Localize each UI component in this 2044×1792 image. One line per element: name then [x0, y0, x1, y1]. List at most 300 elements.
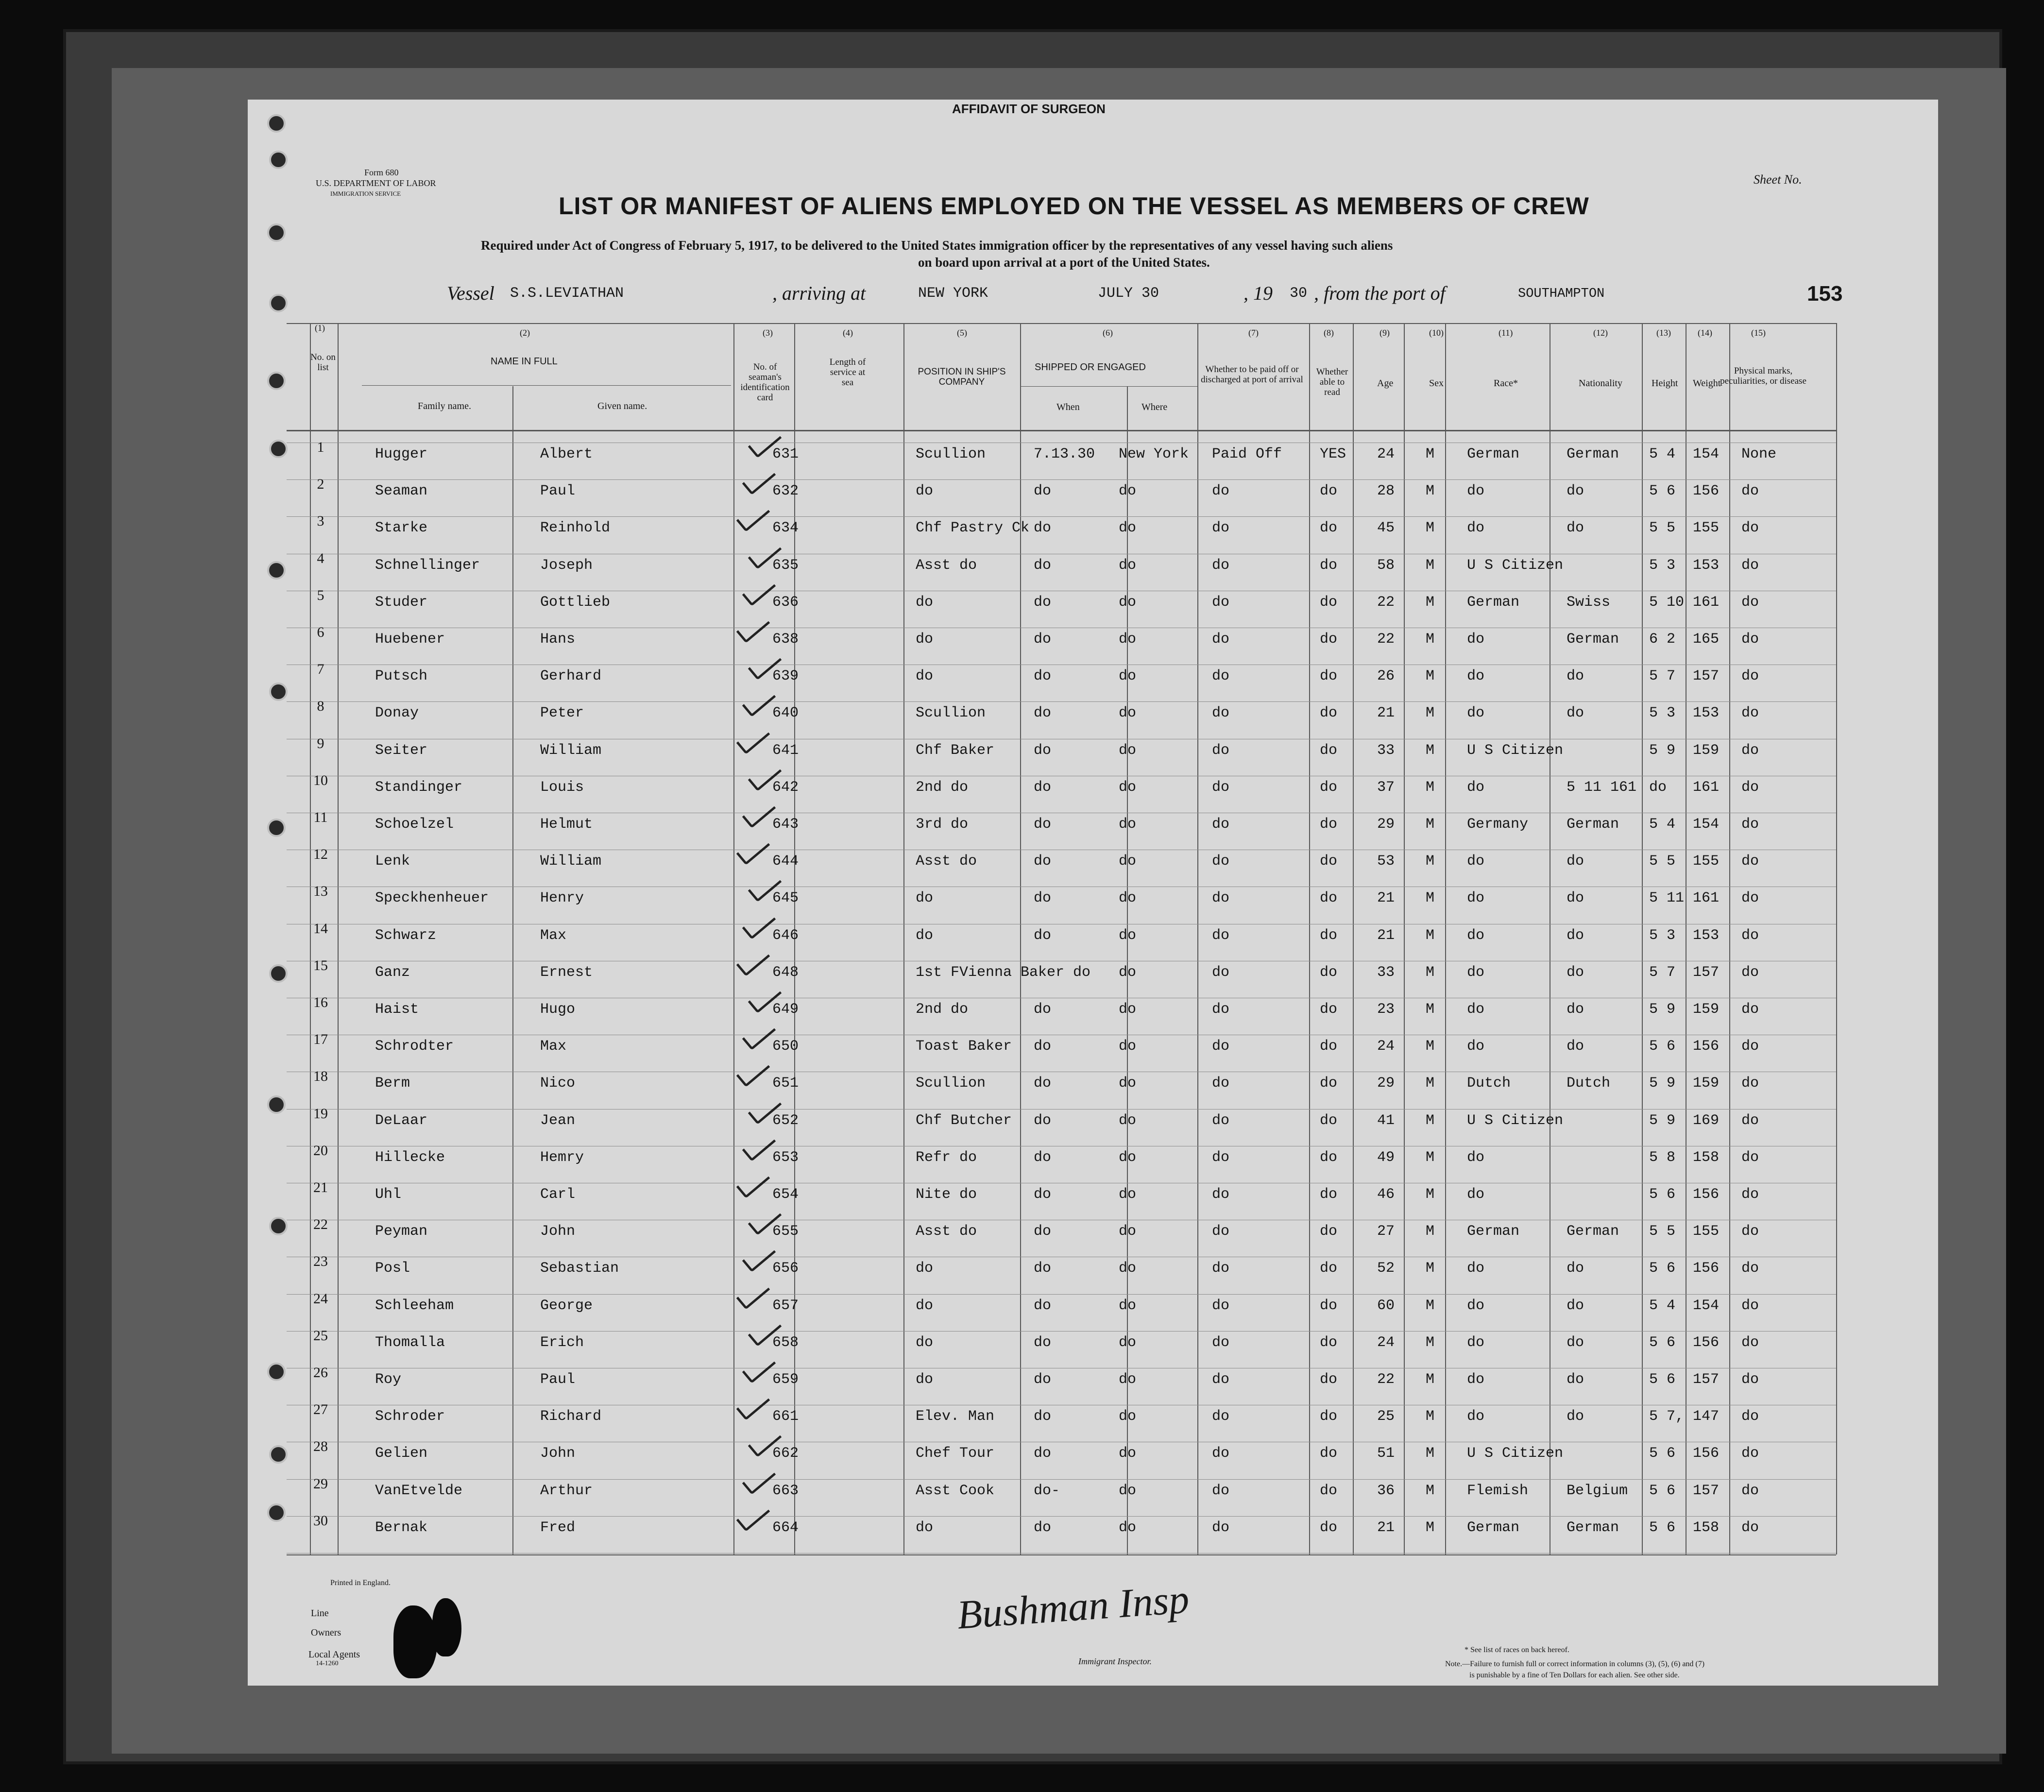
note-line-1: Note.—Failure to furnish full or correct information in columns (3), (5), (6) and (7) — [1445, 1660, 1705, 1668]
able-to-read: do — [1320, 594, 1338, 611]
shipped-where: do — [1119, 1371, 1137, 1388]
given-name: Louis — [540, 779, 584, 796]
col-weight-header: Weight — [1693, 378, 1721, 389]
col1-number: (1) — [315, 323, 325, 333]
col15-number: (15) — [1751, 328, 1766, 338]
race: U S Citizen — [1467, 1445, 1564, 1462]
card-number: 662 — [772, 1445, 799, 1462]
given-name: Paul — [540, 1371, 576, 1388]
position: Chef Tour — [916, 1445, 995, 1462]
age: 45 — [1377, 520, 1395, 536]
column-divider — [1197, 323, 1198, 1554]
departure-port: SOUTHAMPTON — [1518, 287, 1605, 301]
weight: 169 — [1693, 1112, 1720, 1129]
punch-hole-icon — [269, 294, 288, 312]
row-number: 13 — [313, 883, 328, 899]
paid-off: do — [1212, 1519, 1230, 1536]
row-number: 14 — [313, 921, 328, 937]
given-name: Nico — [540, 1075, 576, 1092]
nationality: do — [1567, 927, 1584, 944]
able-to-read: do — [1320, 779, 1338, 796]
row-number: 28 — [313, 1438, 328, 1454]
paid-off: do — [1212, 1038, 1230, 1055]
race: U S Citizen — [1467, 742, 1564, 759]
row-number: 2 — [317, 476, 324, 492]
able-to-read: do — [1320, 520, 1338, 536]
col5-number: (5) — [957, 328, 967, 338]
col11-number: (11) — [1499, 328, 1513, 338]
row-number: 18 — [313, 1068, 328, 1084]
nationality: do — [1567, 1371, 1584, 1388]
given-name: Joseph — [540, 557, 593, 574]
age: 21 — [1377, 927, 1395, 944]
card-number: 664 — [772, 1519, 799, 1536]
weight: 156 — [1693, 1334, 1720, 1351]
col10-number: (10) — [1429, 328, 1444, 338]
given-name: Sebastian — [540, 1260, 619, 1277]
physical-marks: do — [1741, 557, 1759, 574]
given-name: Gerhard — [540, 668, 602, 684]
family-name: Seaman — [375, 483, 428, 499]
height: 5 4 — [1649, 446, 1676, 462]
paid-off: do — [1212, 927, 1230, 944]
position: Toast Baker — [916, 1038, 1012, 1055]
arriving-label: , arriving at — [772, 282, 866, 304]
family-name: Donay — [375, 705, 419, 721]
punch-hole-icon — [269, 964, 288, 983]
physical-marks: do — [1741, 1408, 1759, 1425]
age: 24 — [1377, 446, 1395, 462]
race: do — [1467, 631, 1485, 648]
age: 29 — [1377, 816, 1395, 833]
shipped-when: do — [1034, 742, 1052, 759]
race: do — [1467, 853, 1485, 870]
card-number: 663 — [772, 1483, 799, 1499]
able-to-read: do — [1320, 705, 1338, 721]
row-number: 17 — [313, 1031, 328, 1047]
given-name: Max — [540, 1038, 567, 1055]
family-name: Studer — [375, 594, 428, 611]
sex: M — [1426, 483, 1435, 499]
row-rule — [287, 1294, 1836, 1295]
sex: M — [1426, 1408, 1435, 1425]
age: 49 — [1377, 1149, 1395, 1166]
sex: M — [1426, 890, 1435, 906]
paid-off: do — [1212, 1112, 1230, 1129]
height: 5 6 — [1649, 1483, 1676, 1499]
weight: 157 — [1693, 1371, 1720, 1388]
paid-off: do — [1212, 557, 1230, 574]
family-name: Ganz — [375, 964, 410, 981]
sex: M — [1426, 1149, 1435, 1166]
height: 5 6 — [1649, 1334, 1676, 1351]
paid-off: do — [1212, 1408, 1230, 1425]
physical-marks: do — [1741, 1445, 1759, 1462]
shipped-when: 7.13.30 — [1034, 446, 1095, 462]
position: 1st FVienna Baker do — [916, 964, 1091, 981]
paid-off: do — [1212, 1297, 1230, 1314]
column-divider — [1404, 323, 1405, 1554]
sex: M — [1426, 1445, 1435, 1462]
row-number: 3 — [317, 513, 324, 529]
physical-marks: do — [1741, 1112, 1759, 1129]
position: Chf Baker — [916, 742, 995, 759]
able-to-read: do — [1320, 557, 1338, 574]
given-name: Jean — [540, 1112, 576, 1129]
physical-marks: do — [1741, 1186, 1759, 1203]
card-number: 648 — [772, 964, 799, 981]
manifest-page — [248, 100, 1938, 1686]
weight: 155 — [1693, 520, 1720, 536]
race: Germany — [1467, 816, 1529, 833]
family-name: Putsch — [375, 668, 428, 684]
col-service-header: Length of service at sea — [829, 357, 866, 388]
shipped-where: do — [1119, 520, 1137, 536]
race: do — [1467, 1297, 1485, 1314]
weight: 158 — [1693, 1519, 1720, 1536]
nationality: Swiss — [1567, 594, 1611, 611]
age: 33 — [1377, 964, 1395, 981]
shipped-when: do — [1034, 631, 1052, 648]
row-number: 5 — [317, 587, 324, 603]
family-name: Starke — [375, 520, 428, 536]
vessel-label: Vessel — [447, 282, 494, 304]
able-to-read: do — [1320, 631, 1338, 648]
table-top-rule — [287, 323, 1836, 324]
position: Chf Butcher — [916, 1112, 1012, 1129]
nationality: do — [1567, 1038, 1584, 1055]
card-number: 649 — [772, 1001, 799, 1018]
sex: M — [1426, 1371, 1435, 1388]
able-to-read: do — [1320, 1445, 1338, 1462]
row-number: 11 — [313, 809, 328, 825]
sex: M — [1426, 1483, 1435, 1499]
physical-marks: do — [1741, 668, 1759, 684]
paid-off: do — [1212, 520, 1230, 536]
height: 6 2 — [1649, 631, 1676, 648]
row-number: 7 — [317, 661, 324, 677]
height: 5 4 — [1649, 816, 1676, 833]
inspector-label: Immigrant Inspector. — [1078, 1656, 1152, 1666]
position: Asst do — [916, 557, 977, 574]
race: do — [1467, 520, 1485, 536]
row-number: 9 — [317, 735, 324, 751]
nationality: German — [1567, 1223, 1619, 1240]
owners-label: Owners — [311, 1627, 341, 1638]
height: 5 9 — [1649, 1001, 1676, 1018]
height: 5 6 — [1649, 1260, 1676, 1277]
height: 5 5 — [1649, 1223, 1676, 1240]
col3-number: (3) — [763, 328, 773, 338]
nationality: German — [1567, 631, 1619, 648]
able-to-read: do — [1320, 1223, 1338, 1240]
physical-marks: do — [1741, 1371, 1759, 1388]
column-divider — [1836, 323, 1837, 1554]
shipped-when: do — [1034, 1186, 1052, 1203]
card-number: 659 — [772, 1371, 799, 1388]
age: 51 — [1377, 1445, 1395, 1462]
sex: M — [1426, 964, 1435, 981]
height: 5 6 — [1649, 1445, 1676, 1462]
note-line-2: is punishable by a fine of Ten Dollars for each alien. See other side. — [1469, 1671, 1680, 1679]
weight: 153 — [1693, 927, 1720, 944]
family-name: Bernak — [375, 1519, 428, 1536]
card-number: 652 — [772, 1112, 799, 1129]
weight: 157 — [1693, 1483, 1720, 1499]
col-shipped-header: SHIPPED OR ENGAGED — [1035, 362, 1146, 373]
col6-number: (6) — [1103, 328, 1113, 338]
given-name: Max — [540, 927, 567, 944]
weight: 156 — [1693, 483, 1720, 499]
paid-off: do — [1212, 742, 1230, 759]
sex: M — [1426, 742, 1435, 759]
card-number: 636 — [772, 594, 799, 611]
physical-marks: do — [1741, 1075, 1759, 1092]
position: do — [916, 631, 934, 648]
row-number: 26 — [313, 1365, 328, 1381]
physical-marks: do — [1741, 1260, 1759, 1277]
physical-marks: do — [1741, 1149, 1759, 1166]
shipped-when: do — [1034, 1075, 1052, 1092]
family-name: Hugger — [375, 446, 428, 462]
family-name: Hillecke — [375, 1149, 445, 1166]
able-to-read: do — [1320, 483, 1338, 499]
physical-marks: do — [1741, 631, 1759, 648]
sex: M — [1426, 668, 1435, 684]
shipped-where: do — [1119, 964, 1137, 981]
shipped-when: do — [1034, 890, 1052, 906]
row-rule — [287, 479, 1836, 480]
shipped-where: do — [1119, 1149, 1137, 1166]
col-position-header: POSITION IN SHIP'S COMPANY — [918, 367, 1006, 387]
position: do — [916, 890, 934, 906]
shipped-when: do — [1034, 1408, 1052, 1425]
height: 5 6 — [1649, 1519, 1676, 1536]
sex: M — [1426, 631, 1435, 648]
punch-hole-icon — [267, 223, 286, 242]
family-name: Speckhenheuer — [375, 890, 489, 906]
punch-hole-icon — [267, 372, 286, 390]
col-nationality-header: Nationality — [1579, 378, 1622, 389]
col-card-header: No. of seaman's identification card — [740, 362, 790, 403]
shipped-where: do — [1119, 1519, 1137, 1536]
able-to-read: do — [1320, 742, 1338, 759]
given-name: Carl — [540, 1186, 576, 1203]
position: Asst do — [916, 1223, 977, 1240]
weight: 147 — [1693, 1408, 1720, 1425]
department: U.S. DEPARTMENT OF LABOR — [316, 178, 436, 188]
age: 21 — [1377, 1519, 1395, 1536]
weight: 159 — [1693, 742, 1720, 759]
shipped-where: do — [1119, 1075, 1137, 1092]
given-name: Hugo — [540, 1001, 576, 1018]
age: 21 — [1377, 890, 1395, 906]
shipped-where: do — [1119, 1260, 1137, 1277]
col8-number: (8) — [1324, 328, 1334, 338]
given-name: John — [540, 1445, 576, 1462]
nationality: do — [1567, 890, 1584, 906]
race: do — [1467, 890, 1485, 906]
vessel-name: S.S.LEVIATHAN — [510, 285, 624, 302]
family-name: Schoelzel — [375, 816, 454, 833]
weight: 156 — [1693, 1445, 1720, 1462]
shipped-where: do — [1119, 927, 1137, 944]
able-to-read: do — [1320, 1001, 1338, 1018]
able-to-read: do — [1320, 890, 1338, 906]
shipped-where: do — [1119, 594, 1137, 611]
sex: M — [1426, 446, 1435, 462]
race: German — [1467, 1519, 1520, 1536]
nationality: Belgium — [1567, 1483, 1628, 1499]
card-number: 657 — [772, 1297, 799, 1314]
race: do — [1467, 668, 1485, 684]
able-to-read: do — [1320, 1297, 1338, 1314]
age: 60 — [1377, 1297, 1395, 1314]
paid-off: do — [1212, 1483, 1230, 1499]
paid-off: do — [1212, 1371, 1230, 1388]
column-divider — [1445, 323, 1446, 1554]
position: do — [916, 1334, 934, 1351]
shipped-where: do — [1119, 890, 1137, 906]
nationality: do — [1567, 668, 1584, 684]
height: 5 7 — [1649, 964, 1676, 981]
given-name: Hans — [540, 631, 576, 648]
age: 33 — [1377, 742, 1395, 759]
col-race-header: Race* — [1494, 378, 1518, 389]
shipped-when: do — [1034, 1038, 1052, 1055]
age: 29 — [1377, 1075, 1395, 1092]
shipped-where: do — [1119, 853, 1137, 870]
card-number: 642 — [772, 779, 799, 796]
form-number: Form 680 — [364, 168, 399, 177]
paid-off: do — [1212, 779, 1230, 796]
given-name: Albert — [540, 446, 593, 462]
paid-off: do — [1212, 1149, 1230, 1166]
position: 2nd do — [916, 779, 969, 796]
height: 5 7 — [1649, 668, 1676, 684]
given-name: Henry — [540, 890, 584, 906]
col-name-header: NAME IN FULL — [491, 356, 558, 367]
shipped-when: do — [1034, 1001, 1052, 1018]
row-rule — [287, 701, 1836, 702]
position: Asst Cook — [916, 1483, 995, 1499]
physical-marks: do — [1741, 705, 1759, 721]
given-name: George — [540, 1297, 593, 1314]
shipped-where: do — [1119, 1223, 1137, 1240]
column-divider — [1353, 323, 1354, 1554]
card-number: 631 — [772, 446, 799, 462]
age: 46 — [1377, 1186, 1395, 1203]
nationality: do — [1567, 1001, 1584, 1018]
nationality: do — [1567, 1334, 1584, 1351]
nationality: German — [1567, 1519, 1619, 1536]
position: do — [916, 1260, 934, 1277]
race: do — [1467, 779, 1485, 796]
from-label: , from the port of — [1314, 282, 1446, 304]
shipped-when: do — [1034, 594, 1052, 611]
age: 41 — [1377, 1112, 1395, 1129]
paid-off: do — [1212, 853, 1230, 870]
col-where-header: Where — [1141, 402, 1168, 412]
subtitle-line-2: on board upon arrival at a port of the United States. — [918, 255, 1210, 270]
family-name: Schwarz — [375, 927, 437, 944]
nationality: do — [1567, 1260, 1584, 1277]
able-to-read: do — [1320, 1260, 1338, 1277]
shipped-when: do — [1034, 1334, 1052, 1351]
able-to-read: do — [1320, 1334, 1338, 1351]
given-name: Fred — [540, 1519, 576, 1536]
paid-off: do — [1212, 483, 1230, 499]
weight: 153 — [1693, 705, 1720, 721]
shipped-when: do — [1034, 1112, 1052, 1129]
position: Elev. Man — [916, 1408, 995, 1425]
height: 5 4 — [1649, 1297, 1676, 1314]
given-name: Hemry — [540, 1149, 584, 1166]
row-number: 30 — [313, 1513, 328, 1529]
card-number: 655 — [772, 1223, 799, 1240]
physical-marks: do — [1741, 1297, 1759, 1314]
paid-off: do — [1212, 1075, 1230, 1092]
weight: 156 — [1693, 1186, 1720, 1203]
column-divider — [1729, 323, 1730, 1554]
row-rule — [287, 1479, 1836, 1480]
position: do — [916, 1519, 934, 1536]
arrival-date: JULY 30 — [1098, 285, 1159, 302]
paid-off: do — [1212, 1445, 1230, 1462]
family-name: Seiter — [375, 742, 428, 759]
sex: M — [1426, 1260, 1435, 1277]
service: IMMIGRATION SERVICE — [330, 190, 401, 197]
shipped-where: New York — [1119, 446, 1189, 462]
height: 5 6 — [1649, 1038, 1676, 1055]
position: Scullion — [916, 446, 986, 462]
ink-blot — [393, 1605, 437, 1678]
position: Chf Pastry Ck — [916, 520, 1030, 536]
able-to-read: do — [1320, 1038, 1338, 1055]
given-name: Reinhold — [540, 520, 611, 536]
shipped-when: do — [1034, 1519, 1052, 1536]
physical-marks: do — [1741, 594, 1759, 611]
age: 52 — [1377, 1260, 1395, 1277]
race: do — [1467, 1408, 1485, 1425]
row-number: 8 — [317, 698, 324, 714]
race: do — [1467, 964, 1485, 981]
family-name: Posl — [375, 1260, 410, 1277]
physical-marks: do — [1741, 742, 1759, 759]
height: 5 6 — [1649, 1371, 1676, 1388]
sex: M — [1426, 853, 1435, 870]
family-name: Schroder — [375, 1408, 445, 1425]
sex: M — [1426, 705, 1435, 721]
family-name: Huebener — [375, 631, 445, 648]
race: do — [1467, 1149, 1485, 1166]
weight: 161 — [1693, 890, 1720, 906]
row-number: 29 — [313, 1476, 328, 1492]
race: German — [1467, 446, 1520, 462]
nationality: do — [1567, 1408, 1584, 1425]
weight: 154 — [1693, 816, 1720, 833]
able-to-read: do — [1320, 816, 1338, 833]
column-divider — [512, 386, 513, 1554]
shipped-when: do — [1034, 705, 1052, 721]
shipped-when: do — [1034, 779, 1052, 796]
page-title: LIST OR MANIFEST OF ALIENS EMPLOYED ON THE VESSEL AS MEMBERS OF CREW — [559, 192, 1589, 220]
height: 5 6 — [1649, 1186, 1676, 1203]
height: do — [1649, 779, 1667, 796]
card-number: 651 — [772, 1075, 799, 1092]
given-name: Paul — [540, 483, 576, 499]
shipped-when: do — [1034, 1371, 1052, 1388]
